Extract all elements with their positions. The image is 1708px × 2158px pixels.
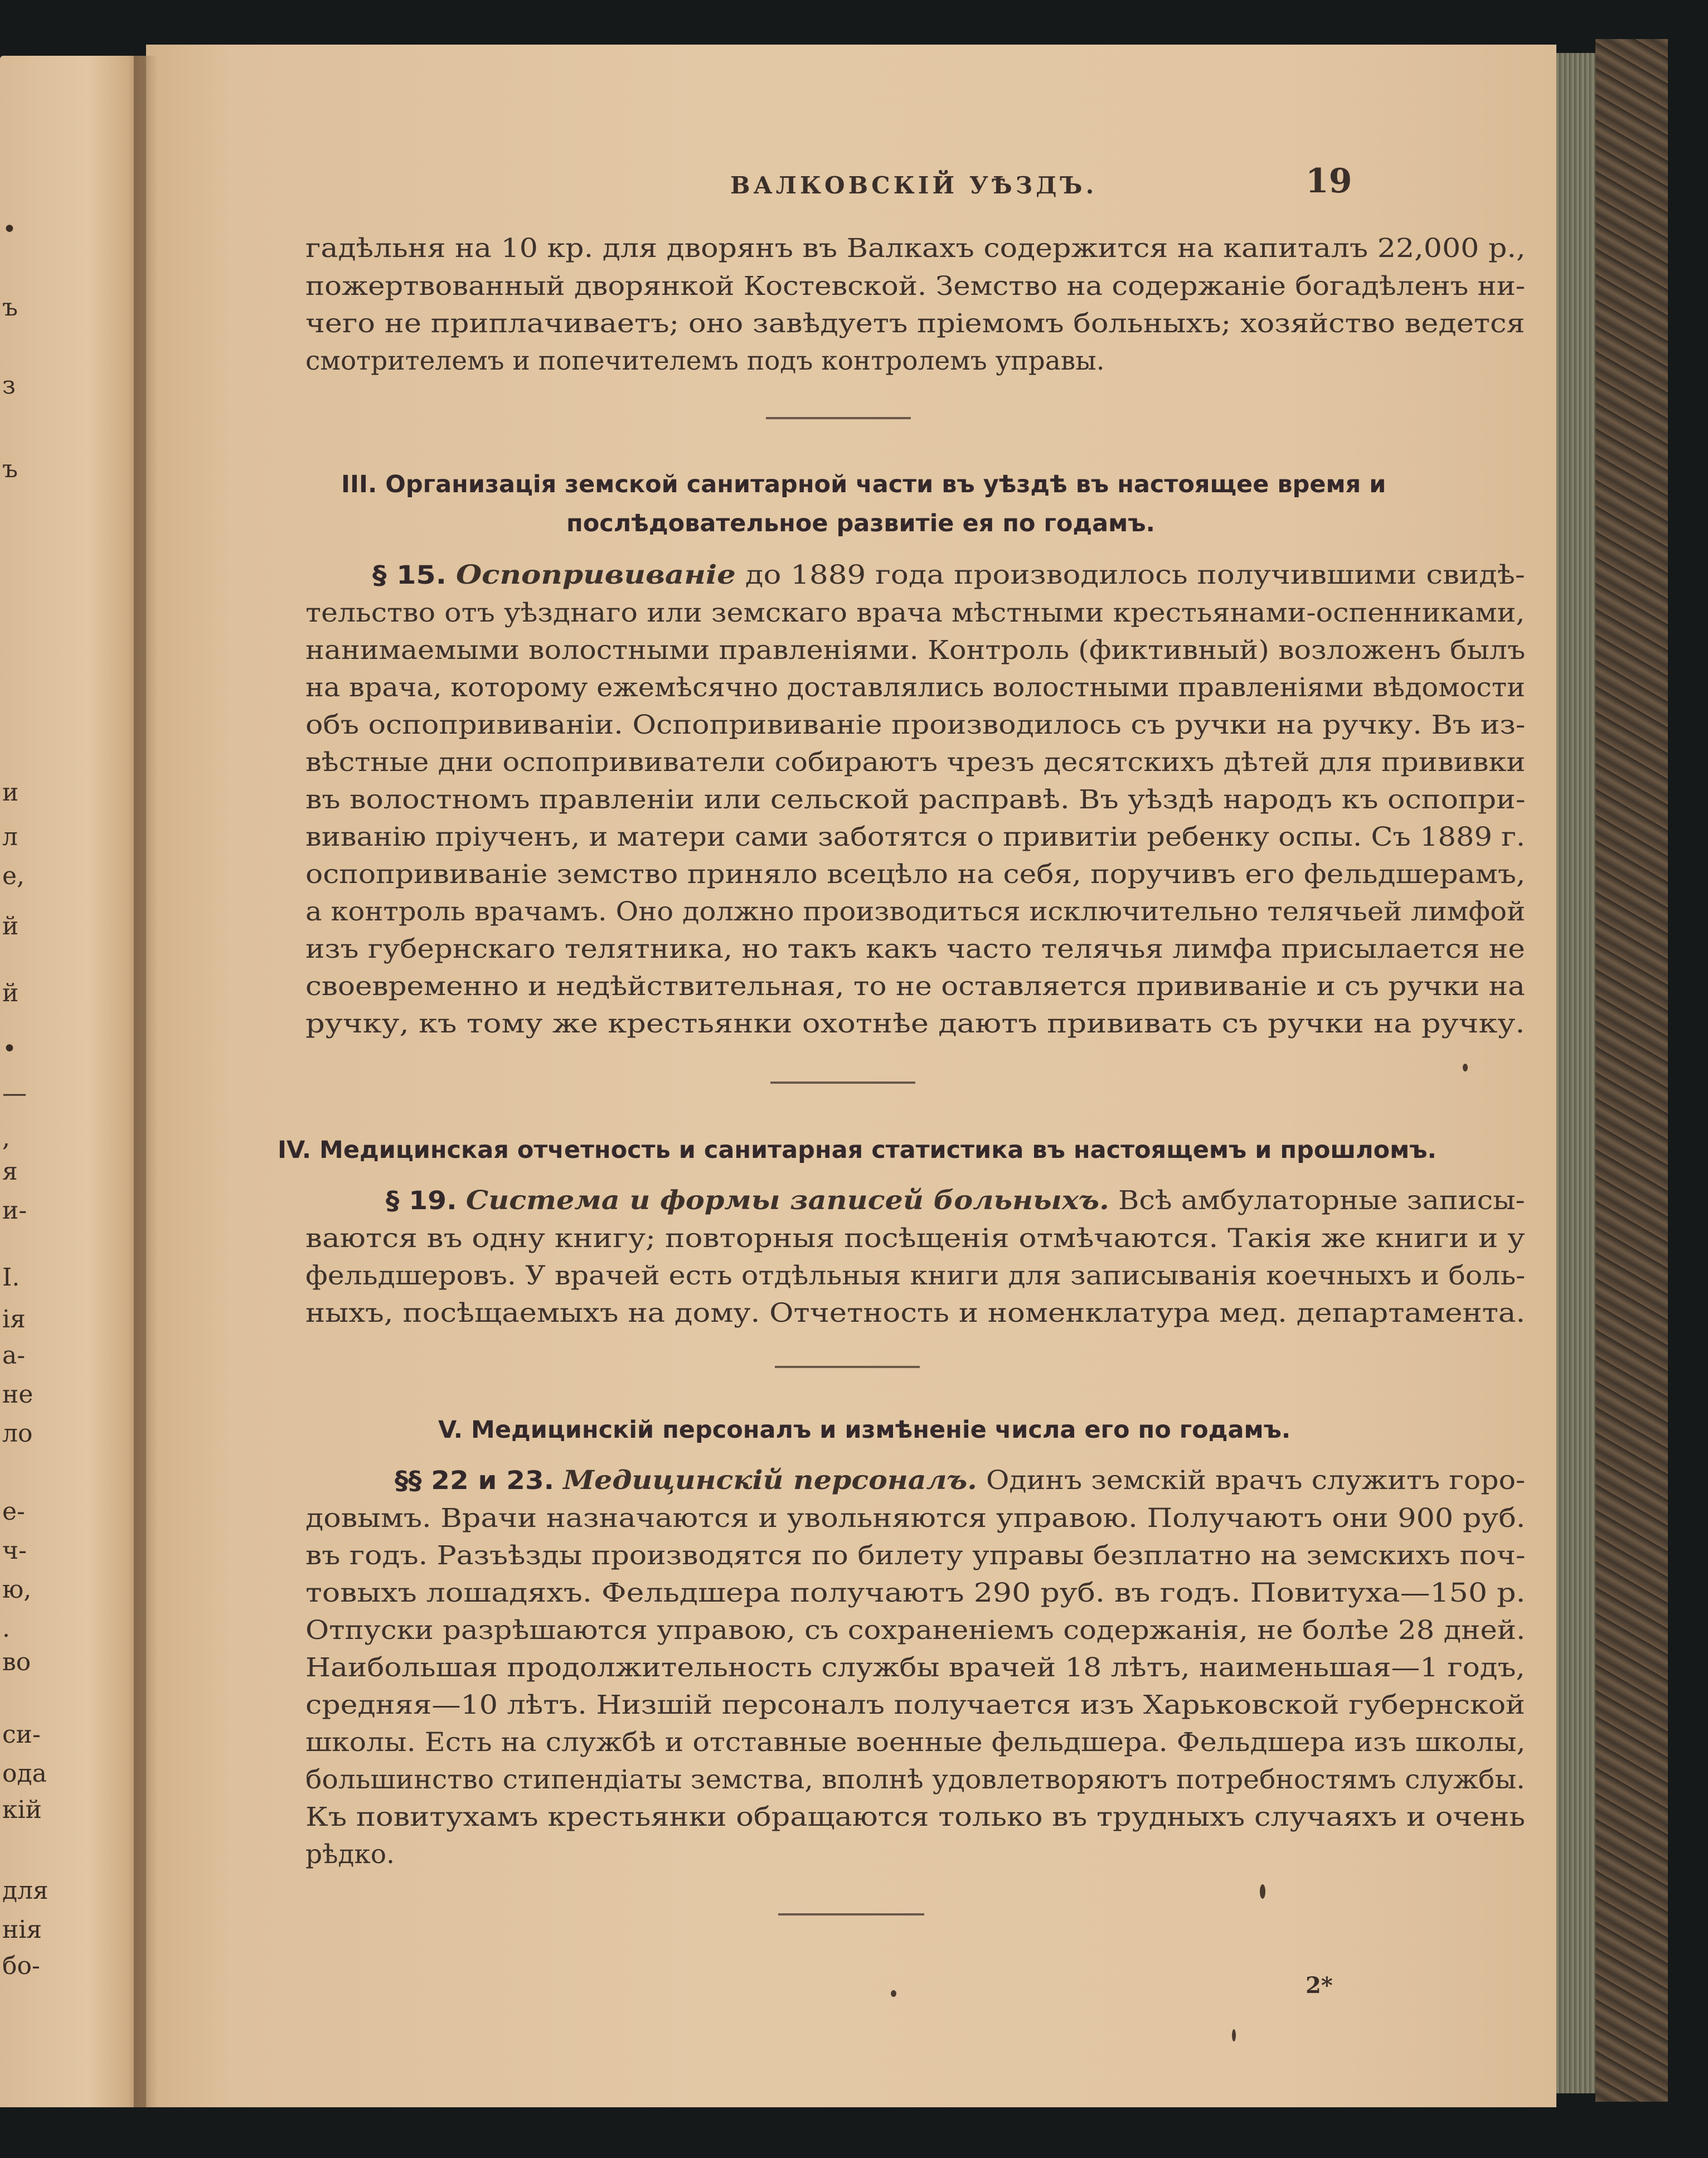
text-line: вѣстные дни оспопрививатели собираютъ чрезъ десятскихъ дѣтей для прививки bbox=[305, 747, 1526, 778]
text-line: виванію пріученъ, и матери сами заботятся о привитіи ребенку оспы. Съ 1889 г. bbox=[305, 822, 1526, 852]
paragraph-title: Система и формы записей больныхъ. bbox=[465, 1185, 1109, 1216]
paper-speck bbox=[1463, 1064, 1468, 1071]
page-edges bbox=[1556, 53, 1595, 2093]
text-line: товыхъ лошадяхъ. Фельдшера получаютъ 290 руб. въ годъ. Повитуха—150 р. bbox=[305, 1578, 1526, 1608]
paragraph-first-line-rest: Одинъ земскій врачъ служитъ горо- bbox=[986, 1465, 1526, 1496]
running-title: ВАЛКОВСКІЙ УѢЗДЪ. bbox=[730, 172, 1098, 199]
gutter-shadow bbox=[134, 56, 158, 2107]
text-line: гадѣльня на 10 кр. для дворянъ въ Валкахъ содержится на капиталъ 22,000 р., bbox=[305, 233, 1526, 264]
page-number: 19 bbox=[1306, 162, 1352, 201]
left-page-fragment: й bbox=[2, 979, 19, 1007]
paragraph-title: Медицинскій персоналъ. bbox=[563, 1465, 977, 1496]
left-page-fragment: е- bbox=[2, 1497, 25, 1526]
left-page-fragment: ю, bbox=[2, 1575, 32, 1604]
paragraph-number: § 19. bbox=[386, 1186, 457, 1215]
paragraph-title: Оспопрививаніе bbox=[455, 560, 736, 590]
signature-mark: 2* bbox=[1306, 1972, 1333, 1999]
section-heading: IV. Медицинская отчетность и санитарная статистика въ настоящемъ и прошломъ. bbox=[278, 1136, 1437, 1164]
left-page-fragment: ъ bbox=[2, 455, 18, 483]
marbled-cover bbox=[1595, 39, 1668, 2102]
section-divider bbox=[766, 417, 911, 419]
section-divider bbox=[778, 1913, 924, 1915]
left-page-fragment: — bbox=[2, 1079, 27, 1108]
left-page-fragment: кій bbox=[2, 1796, 42, 1824]
paragraph-first-line bbox=[372, 562, 1525, 588]
paragraph-first-line bbox=[386, 1187, 1525, 1214]
left-page-fragment: . bbox=[2, 1614, 10, 1643]
left-page-fragment: ч- bbox=[2, 1536, 27, 1565]
left-page-fragment: и bbox=[2, 778, 19, 807]
left-page-fragment: бо- bbox=[2, 1952, 40, 1980]
paragraph-first-line bbox=[395, 1465, 1526, 1496]
section-heading: III. Организація земской санитарной части въ уѣздѣ въ настоящее время и bbox=[341, 471, 1386, 498]
left-page-fragment: я bbox=[2, 1157, 18, 1186]
section-heading: послѣдовательное развитіе ея по годамъ. bbox=[566, 510, 1155, 537]
left-page-fragment: и- bbox=[2, 1196, 27, 1225]
section-divider bbox=[775, 1366, 920, 1368]
paper-speck bbox=[1232, 2029, 1236, 2041]
text-line: рѣдко. bbox=[305, 1839, 395, 1870]
text-line: чего не приплачиваетъ; оно завѣдуетъ пріемомъ больныхъ; хозяйство ведется bbox=[305, 308, 1525, 339]
left-page-fragment: I. bbox=[2, 1263, 20, 1292]
text-line: ваются въ одну книгу; повторныя посѣщенія отмѣчаются. Такія же книги и у bbox=[305, 1223, 1525, 1254]
section-heading: V. Медицинскій персоналъ и измѣненіе числа его по годамъ. bbox=[438, 1416, 1291, 1444]
left-page-fragment: й bbox=[2, 912, 19, 940]
left-page-fragment: , bbox=[2, 1124, 10, 1152]
text-line: въ годъ. Разъѣзды производятся по билету управы безплатно на земскихъ поч- bbox=[305, 1540, 1526, 1571]
left-page-fragment: • bbox=[2, 1035, 17, 1063]
text-line: ручку, къ тому же крестьянки охотнѣе даютъ прививать съ ручки на ручку. bbox=[305, 1008, 1525, 1039]
left-page-fragment: нія bbox=[2, 1915, 42, 1944]
left-page-fragment: е, bbox=[2, 862, 25, 890]
right-page bbox=[146, 45, 1556, 2107]
text-line: объ оспопрививаніи. Оспопрививаніе производилось съ ручки на ручку. Въ из- bbox=[305, 710, 1526, 740]
background-edge bbox=[1668, 39, 1708, 2102]
paper-speck bbox=[1260, 1884, 1265, 1899]
left-page-fragment: а- bbox=[2, 1341, 26, 1370]
text-line: на врача, которому ежемѣсячно доставлялись волостными правленіями вѣдомости bbox=[305, 672, 1526, 703]
text-line: Отпуски разрѣшаются управою, съ сохраненіемъ содержанія, не болѣе 28 дней. bbox=[305, 1615, 1526, 1646]
text-line: нанимаемыми волостными правленіями. Контроль (фиктивный) возложенъ былъ bbox=[305, 635, 1526, 666]
text-line: пожертвованный дворянкой Костевской. Земство на содержаніе богадѣленъ ни- bbox=[305, 271, 1526, 302]
left-page-fragment: во bbox=[2, 1648, 31, 1676]
left-page-fragment: ъ bbox=[2, 293, 18, 322]
text-line: Наибольшая продолжительность службы врачей 18 лѣтъ, наименьшая—1 годъ, bbox=[305, 1652, 1525, 1683]
text-line: а контроль врачамъ. Оно должно производиться исключительно телячьей лимфой bbox=[305, 896, 1526, 927]
text-line: довымъ. Врачи назначаются и увольняются управою. Получаютъ они 900 руб. bbox=[305, 1503, 1526, 1534]
text-line: своевременно и недѣйствительная, то не оставляется прививаніе и съ ручки на bbox=[305, 971, 1525, 1002]
text-line: большинство стипендіаты земства, вполнѣ удовлетворяютъ потребностямъ службы. bbox=[305, 1764, 1525, 1795]
text-line: оспопрививаніе земство приняло всецѣло на себя, поручивъ его фельдшерамъ, bbox=[305, 859, 1526, 890]
left-page-fragment: ода bbox=[2, 1759, 47, 1788]
left-page-fragment: ло bbox=[2, 1419, 33, 1448]
paragraph-first-line-rest: до 1889 года производилось получившими свидѣ- bbox=[745, 560, 1525, 590]
text-line: фельдшеровъ. У врачей есть отдѣльныя книги для записыванія коечныхъ и боль- bbox=[305, 1260, 1526, 1291]
text-line: Къ повитухамъ крестьянки обращаются только въ трудныхъ случаяхъ и очень bbox=[305, 1802, 1526, 1832]
left-page-fragment: для bbox=[2, 1876, 48, 1905]
left-page bbox=[0, 56, 146, 2107]
text-line: школы. Есть на службѣ и отставные военные фельдшера. Фельдшера изъ школы, bbox=[305, 1727, 1526, 1758]
text-line: смотрителемъ и попечителемъ подъ контролемъ управы. bbox=[305, 346, 1105, 376]
text-line: изъ губернскаго телятника, но такъ какъ часто телячья лимфа присылается не bbox=[305, 934, 1525, 964]
text-line: средняя—10 лѣтъ. Низшій персоналъ получается изъ Харьковской губернской bbox=[305, 1690, 1525, 1720]
paper-speck bbox=[891, 1990, 896, 1997]
text-line: тельство отъ уѣзднаго или земскаго врача мѣстными крестьянами-оспенниками, bbox=[305, 598, 1525, 628]
left-page-fragment: з bbox=[2, 371, 16, 400]
left-page-fragment: л bbox=[2, 823, 18, 851]
paragraph-number: § 15. bbox=[372, 560, 447, 590]
left-page-fragment: • bbox=[2, 215, 17, 244]
text-line: ныхъ, посѣщаемыхъ на дому. Отчетность и номенклатура мед. департамента. bbox=[305, 1298, 1526, 1328]
paragraph-first-line-rest: Всѣ амбулаторные записы- bbox=[1118, 1185, 1525, 1216]
left-page-fragment: си- bbox=[2, 1720, 41, 1749]
section-divider bbox=[770, 1082, 915, 1084]
left-page-fragment: не bbox=[2, 1380, 33, 1409]
left-page-fragment: ія bbox=[2, 1305, 26, 1333]
paragraph-number: §§ 22 и 23. bbox=[395, 1466, 555, 1495]
text-line: въ волостномъ правленіи или сельской расправѣ. Въ уѣздѣ народъ къ оспопри- bbox=[305, 784, 1526, 815]
